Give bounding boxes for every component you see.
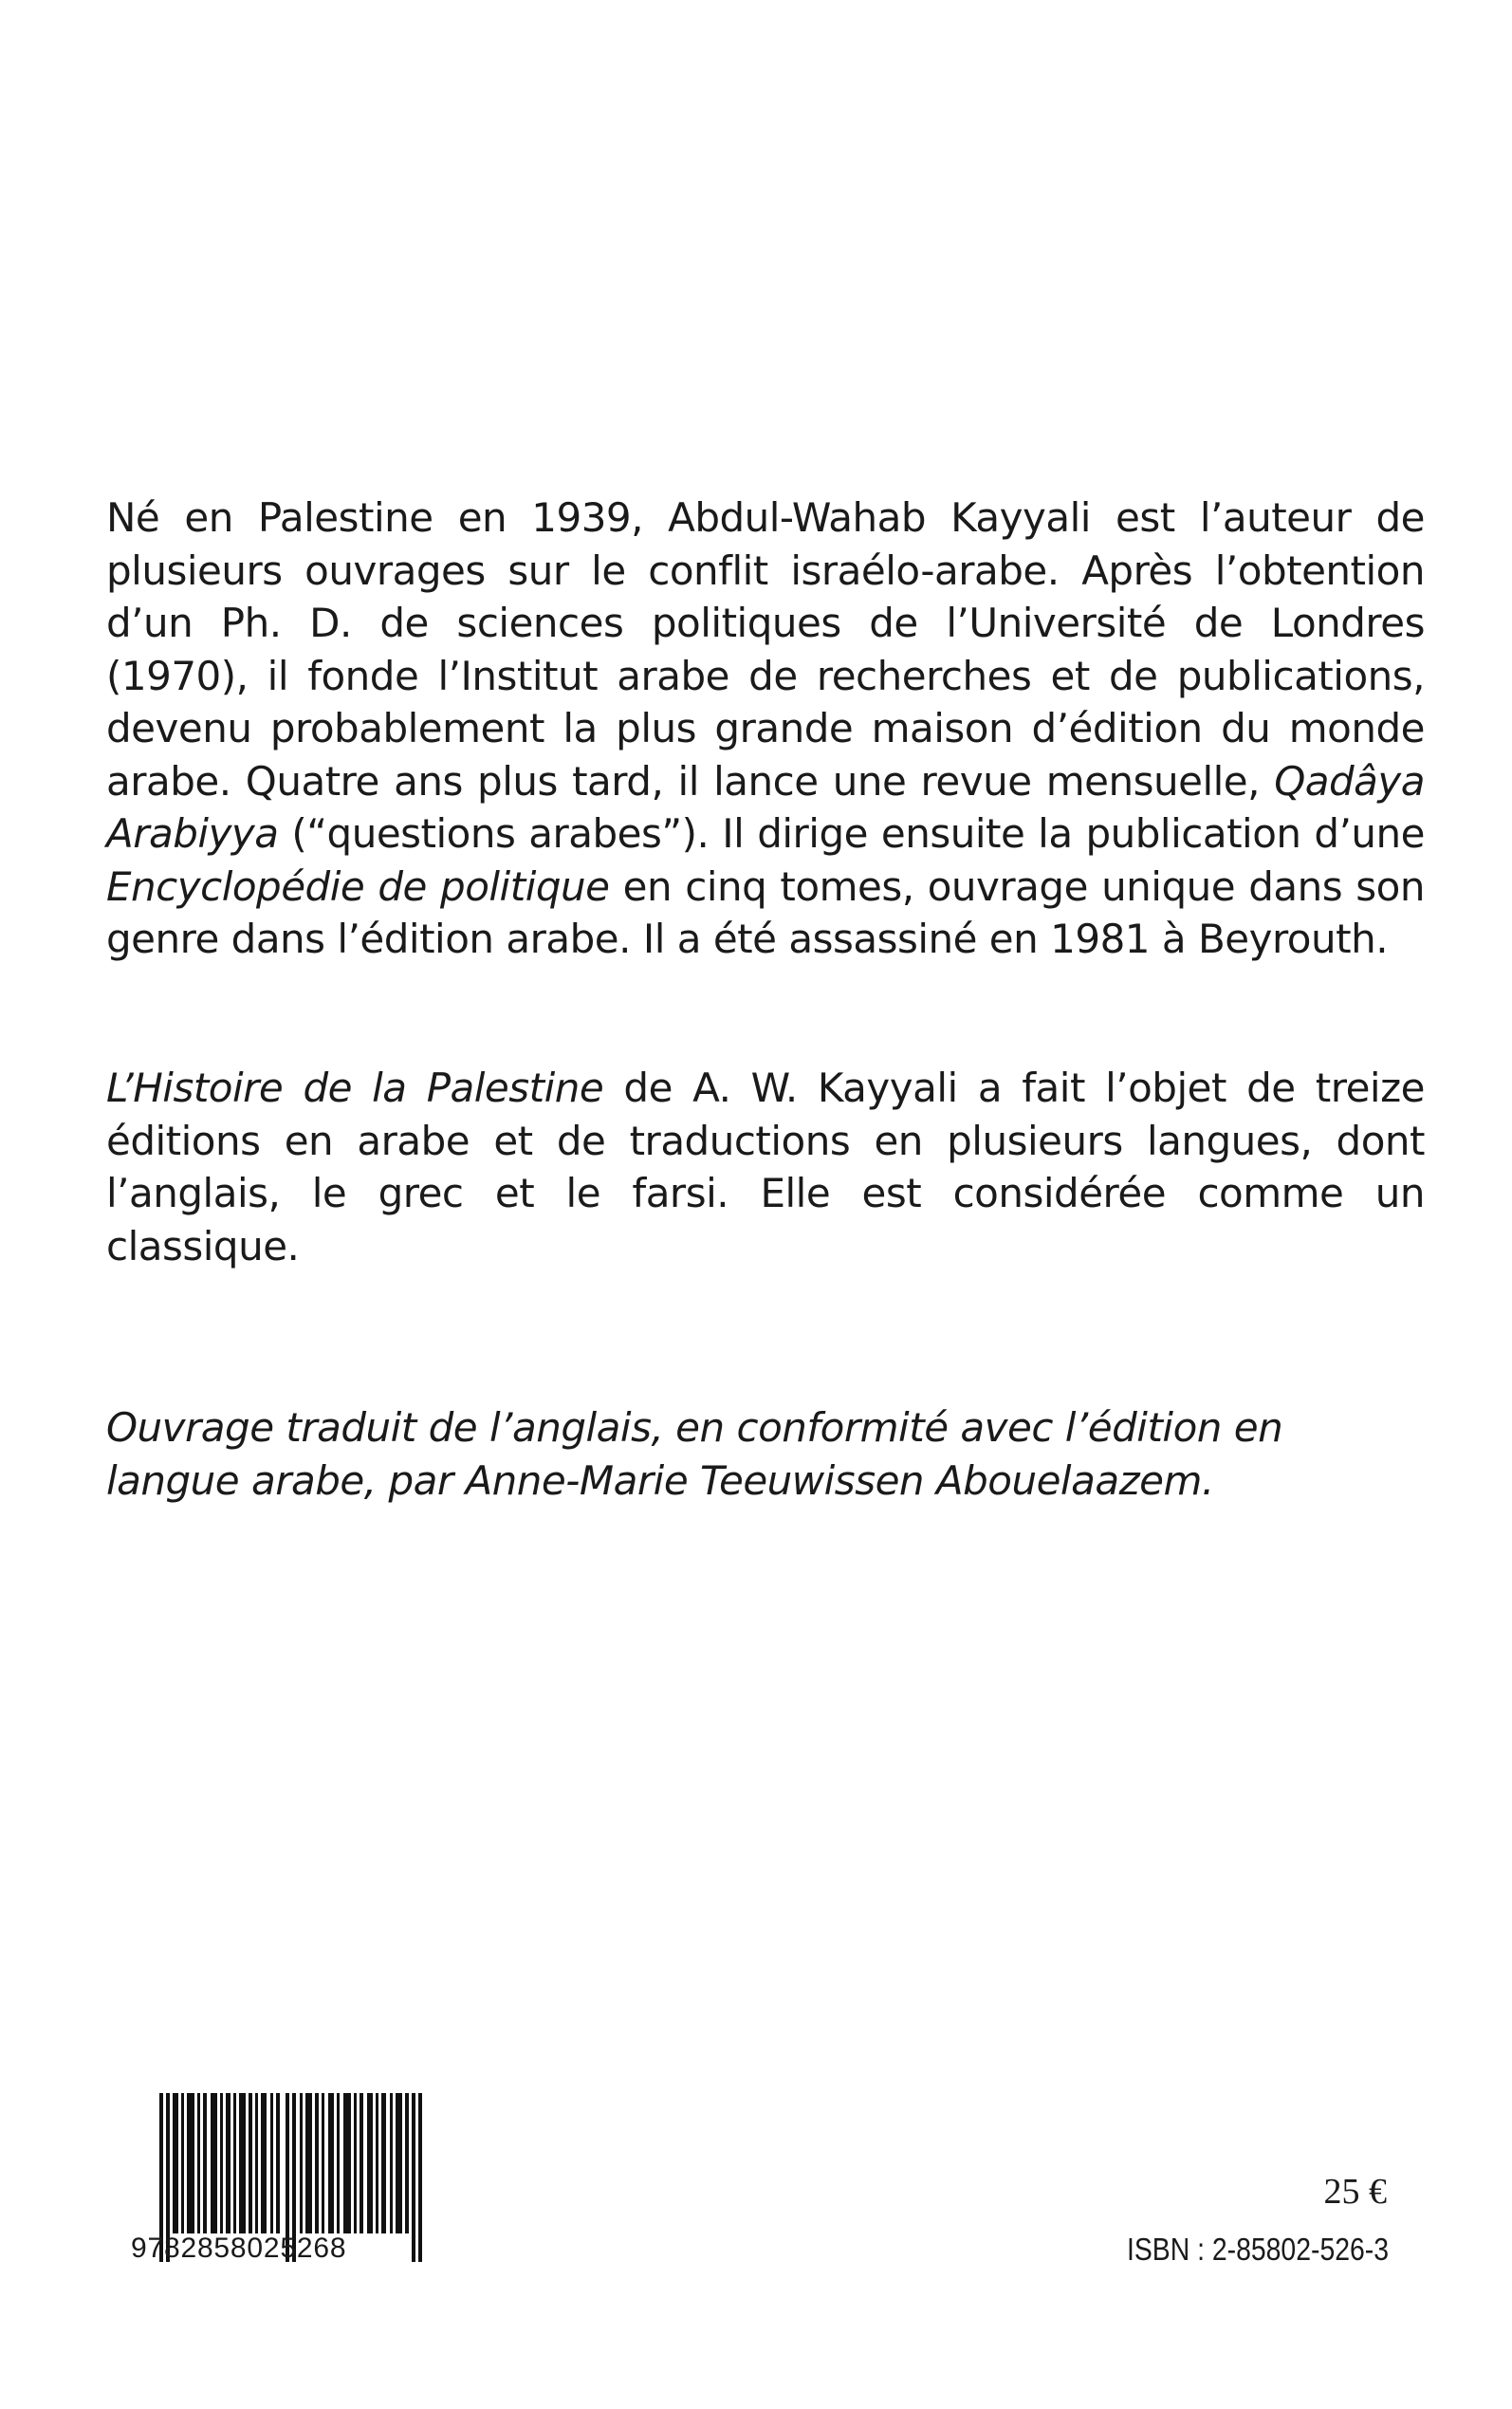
isbn: ISBN : 2-85802-526-3 — [1126, 2232, 1389, 2267]
price: 25 € — [1323, 2172, 1387, 2212]
journal-title: Qadâya Arabiyya — [106, 757, 1425, 857]
author-biography — [106, 491, 1425, 966]
translation-paragraph: Ouvrage traduit de l’anglais, en conformité avec l’édition en langue arabe, par Anne-Marie Teeuwissen Abouelaazem. — [106, 1404, 1283, 1504]
book-history — [106, 1062, 1425, 1272]
translation-credit — [106, 1401, 1425, 1507]
barcode-number: 9782858025268 — [131, 2233, 347, 2264]
encyclopedia-title: Encyclopédie de politique — [106, 862, 610, 910]
biography-paragraph: Né en Palestine en 1939, Abdul-Wahab Kayyali est l’auteur de plusieurs ouvrages sur le conflit israélo-arabe. Après l’obtention d’un Ph. D. de sciences politiques de l’Université de Londres (1970), il fonde l’Institut arabe de recherches et de publications, devenu probablement la plus grande maison d’édition du monde arabe. Quatre ans plus tard, il lance une revue mensuelle, Qadâya Arabiyya (“questions arabes”). Il dirige ensuite la publication d’une Encyclopédie de politique en cinq tomes, ouvrage unique dans son genre dans l’édition arabe. Il a été assassiné en 1981 à Beyrouth. — [106, 494, 1425, 962]
barcode — [131, 2093, 453, 2262]
history-paragraph: L’Histoire de la Palestine de A. W. Kayyali a fait l’objet de treize éditions en arabe et de traductions en plusieurs langues, dont l’anglais, le grec et le farsi. Elle est considérée comme un classique. — [106, 1065, 1425, 1269]
book-title: L’Histoire de la Palestine — [106, 1065, 604, 1111]
